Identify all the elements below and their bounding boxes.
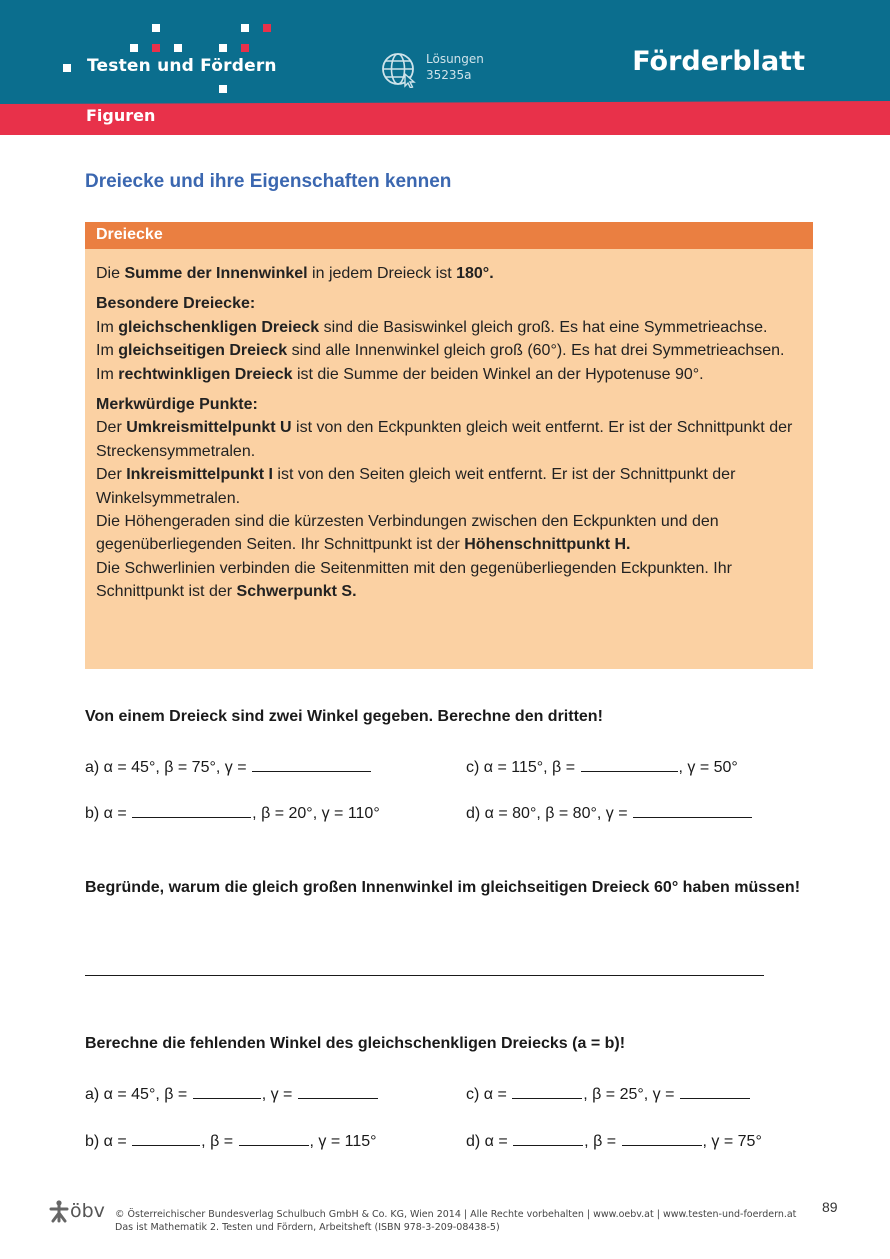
logo-square	[152, 24, 160, 32]
page-title: Dreiecke und ihre Eigenschaften kennen	[85, 171, 452, 192]
publisher-logo: öbv	[70, 1200, 105, 1222]
header-bar	[0, 0, 890, 104]
info-box	[85, 222, 813, 669]
answer-blank[interactable]	[132, 802, 251, 818]
footer-line-2: Das ist Mathematik 2. Testen und Fördern, Arbeitsheft (ISBN 978-3-209-08438-5)	[115, 1222, 500, 1233]
task3-prompt: Berechne die fehlenden Winkel des gleichschenkligen Dreiecks (a = b)!	[85, 1035, 626, 1052]
answer-blank[interactable]	[252, 756, 371, 772]
answer-blank[interactable]	[132, 1130, 200, 1146]
answer-blank[interactable]	[193, 1083, 261, 1099]
answer-blank[interactable]	[581, 756, 678, 772]
task1-exercise-b: b) α = , β = 20°, γ = 110°	[85, 802, 380, 823]
logo-square	[63, 64, 71, 72]
logo-square	[263, 24, 271, 32]
task3-exercise-c: c) α = , β = 25°, γ =	[466, 1083, 751, 1104]
globe-icon[interactable]	[381, 50, 419, 88]
special-triangles-heading: Besondere Dreiecke:	[96, 295, 256, 313]
angle-sum-rule: Die Summe der Innenwinkel in jedem Dreieck ist 180°.	[96, 265, 494, 282]
info-box-body	[85, 249, 813, 604]
answer-blank[interactable]	[513, 1130, 583, 1146]
logo-square	[241, 44, 249, 52]
footer-copyright	[115, 1208, 796, 1234]
task1-exercise-c: c) α = 115°, β = , γ = 50°	[466, 756, 738, 777]
solutions-link[interactable]	[426, 51, 484, 83]
answer-blank[interactable]	[680, 1083, 750, 1099]
document-type: Förderblatt	[632, 46, 805, 77]
logo-square	[219, 44, 227, 52]
brand-name: Testen und Fördern	[87, 56, 277, 76]
answer-blank[interactable]	[633, 802, 752, 818]
logo-square	[130, 44, 138, 52]
logo-square	[219, 85, 227, 93]
logo-square	[174, 44, 182, 52]
answer-line[interactable]	[85, 975, 764, 976]
task3-exercise-b: b) α = , β = , γ = 115°	[85, 1130, 377, 1151]
section-label: Figuren	[86, 106, 156, 125]
task3-exercise-a: a) α = 45°, β = , γ =	[85, 1083, 379, 1104]
special-triangles: Besondere Dreiecke: Im gleichschenkligen Dreieck sind die Basiswinkel gleich groß. Es hat eine Symmetrieachse. Im gleichseitigen Dreieck sind alle Innenwinkel gleich groß (60°). Es hat drei Symmetrieachsen. Im rechtwinkligen Dreieck ist die Summe der beiden Winkel an der Hypotenuse 90°.	[96, 295, 785, 383]
notable-points-heading: Merkwürdige Punkte:	[96, 396, 258, 414]
task1-exercise-d: d) α = 80°, β = 80°, γ =	[466, 802, 753, 823]
answer-blank[interactable]	[298, 1083, 378, 1099]
task2-prompt: Begründe, warum die gleich großen Innenwinkel im gleichseitigen Dreieck 60° haben müssen!	[85, 879, 801, 896]
info-box-heading: Dreiecke	[85, 222, 813, 249]
answer-blank[interactable]	[239, 1130, 309, 1146]
answer-blank[interactable]	[622, 1130, 702, 1146]
notable-points: Merkwürdige Punkte: Der Umkreismittelpunkt U ist von den Eckpunkten gleich weit entfernt. Er ist der Schnittpunkt der Streckensymmetralen. Der Inkreismittelpunkt I ist von den Seiten gleich weit entfernt. Er ist der Schnittpunkt der Winkelsymmetralen. Die Höhengeraden sind die kürzesten Verbindungen zwischen den Eckpunkten und den gegenüberliegenden Seiten. Ihr Schnittpunkt ist der Höhenschnittpunkt H. Die Schwerlinien verbinden die Seitenmitten mit den gegenüberliegenden Eckpunkten. Ihr Schnittpunkt ist der Schwerpunkt S.	[96, 396, 793, 601]
task1-exercise-a: a) α = 45°, β = 75°, γ =	[85, 756, 372, 777]
answer-blank[interactable]	[512, 1083, 582, 1099]
footer-line-1: © Österreichischer Bundesverlag Schulbuch GmbH & Co. KG, Wien 2014 | Alle Rechte vorbehalten | www.oebv.at | www.testen-und-foerdern.at	[115, 1209, 797, 1220]
solutions-code: 35235a	[426, 68, 472, 82]
page-number: 89	[822, 1199, 838, 1215]
task3-exercise-d: d) α = , β = , γ = 75°	[466, 1130, 762, 1151]
task1-prompt: Von einem Dreieck sind zwei Winkel gegeben. Berechne den dritten!	[85, 708, 603, 725]
logo-square	[152, 44, 160, 52]
solutions-label: Lösungen	[426, 52, 484, 66]
logo-square	[241, 24, 249, 32]
